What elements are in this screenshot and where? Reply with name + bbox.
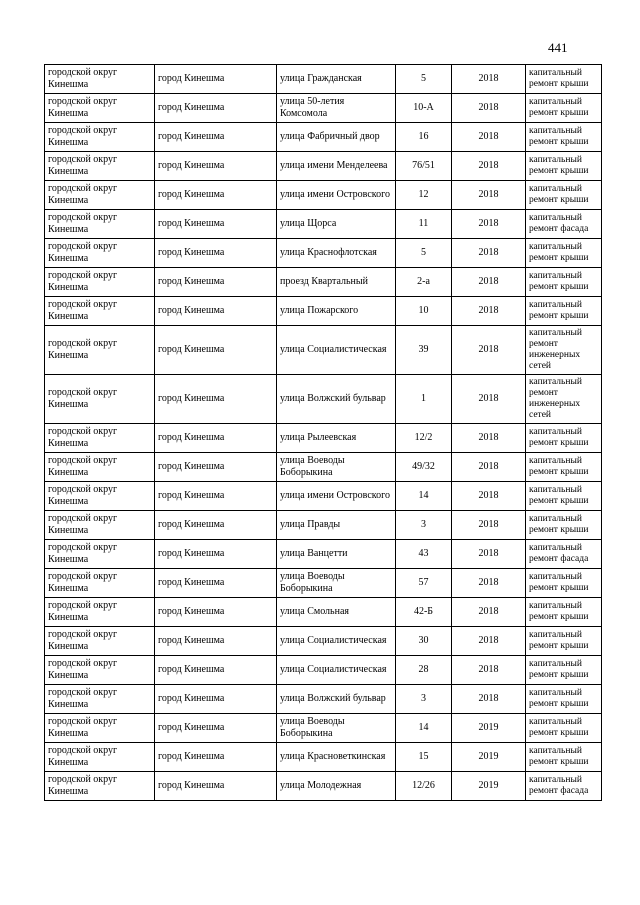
year-cell: 2018 [452,453,526,482]
district-cell: городской округ Кинешма [45,482,155,511]
work-type-cell: капитальный ремонт крыши [526,453,602,482]
house-number-cell: 39 [396,326,452,375]
city-cell: город Кинешма [155,94,277,123]
table-row [45,326,602,375]
city-cell: город Кинешма [155,627,277,656]
street-cell: улица Социалистическая [277,326,396,375]
district-cell: городской округ Кинешма [45,685,155,714]
house-number-cell: 15 [396,743,452,772]
table-row [45,453,602,482]
city-cell: город Кинешма [155,268,277,297]
street-cell: улица Воеводы Боборыкина [277,569,396,598]
district-cell: городской округ Кинешма [45,181,155,210]
city-cell: город Кинешма [155,152,277,181]
table-row [45,540,602,569]
work-type-cell: капитальный ремонт крыши [526,714,602,743]
table-row [45,210,602,239]
district-cell: городской округ Кинешма [45,569,155,598]
district-cell: городской округ Кинешма [45,297,155,326]
street-cell: улица Гражданская [277,65,396,94]
city-cell: город Кинешма [155,482,277,511]
year-cell: 2018 [452,656,526,685]
district-cell: городской округ Кинешма [45,598,155,627]
table-row [45,123,602,152]
year-cell: 2018 [452,511,526,540]
house-number-cell: 14 [396,482,452,511]
street-cell: улица Краснофлотская [277,239,396,268]
street-cell: улица Социалистическая [277,656,396,685]
year-cell: 2018 [452,627,526,656]
street-cell: улица Молодежная [277,772,396,801]
street-cell: улица Рылеевская [277,424,396,453]
district-cell: городской округ Кинешма [45,453,155,482]
house-number-cell: 43 [396,540,452,569]
house-number-cell: 1 [396,375,452,424]
city-cell: город Кинешма [155,424,277,453]
street-cell: улица Красноветкинская [277,743,396,772]
table-row [45,181,602,210]
city-cell: город Кинешма [155,540,277,569]
street-cell: улица Фабричный двор [277,123,396,152]
year-cell: 2019 [452,772,526,801]
year-cell: 2018 [452,424,526,453]
city-cell: город Кинешма [155,123,277,152]
table-row [45,424,602,453]
street-cell: улица Смольная [277,598,396,627]
table-row [45,268,602,297]
district-cell: городской округ Кинешма [45,656,155,685]
table-row [45,375,602,424]
repair-schedule-table [44,64,602,801]
district-cell: городской округ Кинешма [45,511,155,540]
house-number-cell: 76/51 [396,152,452,181]
work-type-cell: капитальный ремонт крыши [526,482,602,511]
street-cell: улица Пожарского [277,297,396,326]
table-row [45,297,602,326]
street-cell: улица 50-летия Комсомола [277,94,396,123]
city-cell: город Кинешма [155,714,277,743]
table-row [45,685,602,714]
year-cell: 2018 [452,65,526,94]
street-cell: улица имени Островского [277,181,396,210]
table-row [45,482,602,511]
year-cell: 2018 [452,181,526,210]
table-row [45,656,602,685]
street-cell: улица Ванцетти [277,540,396,569]
work-type-cell: капитальный ремонт крыши [526,627,602,656]
district-cell: городской округ Кинешма [45,152,155,181]
city-cell: город Кинешма [155,772,277,801]
district-cell: городской округ Кинешма [45,714,155,743]
house-number-cell: 28 [396,656,452,685]
street-cell: улица Волжский бульвар [277,375,396,424]
street-cell: улица Воеводы Боборыкина [277,714,396,743]
table-row [45,65,602,94]
house-number-cell: 12/26 [396,772,452,801]
house-number-cell: 12/2 [396,424,452,453]
house-number-cell: 11 [396,210,452,239]
table-row [45,743,602,772]
year-cell: 2018 [452,375,526,424]
year-cell: 2018 [452,297,526,326]
year-cell: 2018 [452,239,526,268]
year-cell: 2018 [452,94,526,123]
work-type-cell: капитальный ремонт крыши [526,598,602,627]
work-type-cell: капитальный ремонт крыши [526,297,602,326]
year-cell: 2018 [452,326,526,375]
table-row [45,569,602,598]
street-cell: улица Социалистическая [277,627,396,656]
house-number-cell: 49/32 [396,453,452,482]
district-cell: городской округ Кинешма [45,772,155,801]
house-number-cell: 12 [396,181,452,210]
work-type-cell: капитальный ремонт крыши [526,123,602,152]
year-cell: 2018 [452,123,526,152]
house-number-cell: 10 [396,297,452,326]
street-cell: улица имени Менделеева [277,152,396,181]
work-type-cell: капитальный ремонт крыши [526,94,602,123]
district-cell: городской округ Кинешма [45,627,155,656]
house-number-cell: 5 [396,239,452,268]
work-type-cell: капитальный ремонт фасада [526,540,602,569]
street-cell: улица имени Островского [277,482,396,511]
city-cell: город Кинешма [155,511,277,540]
year-cell: 2018 [452,569,526,598]
table-row [45,511,602,540]
work-type-cell: капитальный ремонт фасада [526,772,602,801]
year-cell: 2018 [452,482,526,511]
district-cell: городской округ Кинешма [45,326,155,375]
house-number-cell: 16 [396,123,452,152]
table-row [45,772,602,801]
city-cell: город Кинешма [155,181,277,210]
table-row [45,627,602,656]
work-type-cell: капитальный ремонт крыши [526,268,602,297]
house-number-cell: 30 [396,627,452,656]
year-cell: 2018 [452,685,526,714]
work-type-cell: капитальный ремонт крыши [526,743,602,772]
house-number-cell: 3 [396,685,452,714]
work-type-cell: капитальный ремонт крыши [526,424,602,453]
work-type-cell: капитальный ремонт крыши [526,152,602,181]
work-type-cell: капитальный ремонт крыши [526,569,602,598]
table-body [45,65,602,801]
table-row [45,94,602,123]
house-number-cell: 57 [396,569,452,598]
city-cell: город Кинешма [155,453,277,482]
city-cell: город Кинешма [155,743,277,772]
table-row [45,239,602,268]
house-number-cell: 2-а [396,268,452,297]
year-cell: 2018 [452,152,526,181]
house-number-cell: 14 [396,714,452,743]
year-cell: 2019 [452,743,526,772]
house-number-cell: 3 [396,511,452,540]
district-cell: городской округ Кинешма [45,123,155,152]
work-type-cell: капитальный ремонт крыши [526,656,602,685]
city-cell: город Кинешма [155,656,277,685]
district-cell: городской округ Кинешма [45,65,155,94]
district-cell: городской округ Кинешма [45,268,155,297]
work-type-cell: капитальный ремонт крыши [526,65,602,94]
year-cell: 2018 [452,268,526,297]
house-number-cell: 42-Б [396,598,452,627]
house-number-cell: 5 [396,65,452,94]
street-cell: улица Щорса [277,210,396,239]
year-cell: 2019 [452,714,526,743]
district-cell: городской округ Кинешма [45,210,155,239]
work-type-cell: капитальный ремонт фасада [526,210,602,239]
page-number: 441 [548,40,568,55]
city-cell: город Кинешма [155,598,277,627]
year-cell: 2018 [452,540,526,569]
city-cell: город Кинешма [155,65,277,94]
city-cell: город Кинешма [155,297,277,326]
street-cell: улица Воеводы Боборыкина [277,453,396,482]
city-cell: город Кинешма [155,326,277,375]
work-type-cell: капитальный ремонт инженерных сетей [526,375,602,424]
street-cell: проезд Квартальный [277,268,396,297]
work-type-cell: капитальный ремонт крыши [526,239,602,268]
work-type-cell: капитальный ремонт крыши [526,685,602,714]
district-cell: городской округ Кинешма [45,743,155,772]
table-row [45,598,602,627]
district-cell: городской округ Кинешма [45,540,155,569]
house-number-cell: 10-А [396,94,452,123]
work-type-cell: капитальный ремонт крыши [526,181,602,210]
city-cell: город Кинешма [155,375,277,424]
district-cell: городской округ Кинешма [45,239,155,268]
city-cell: город Кинешма [155,239,277,268]
street-cell: улица Правды [277,511,396,540]
city-cell: город Кинешма [155,685,277,714]
year-cell: 2018 [452,210,526,239]
district-cell: городской округ Кинешма [45,375,155,424]
work-type-cell: капитальный ремонт крыши [526,511,602,540]
city-cell: город Кинешма [155,569,277,598]
street-cell: улица Волжский бульвар [277,685,396,714]
table-row [45,152,602,181]
year-cell: 2018 [452,598,526,627]
district-cell: городской округ Кинешма [45,94,155,123]
work-type-cell: капитальный ремонт инженерных сетей [526,326,602,375]
table-row [45,714,602,743]
city-cell: город Кинешма [155,210,277,239]
district-cell: городской округ Кинешма [45,424,155,453]
